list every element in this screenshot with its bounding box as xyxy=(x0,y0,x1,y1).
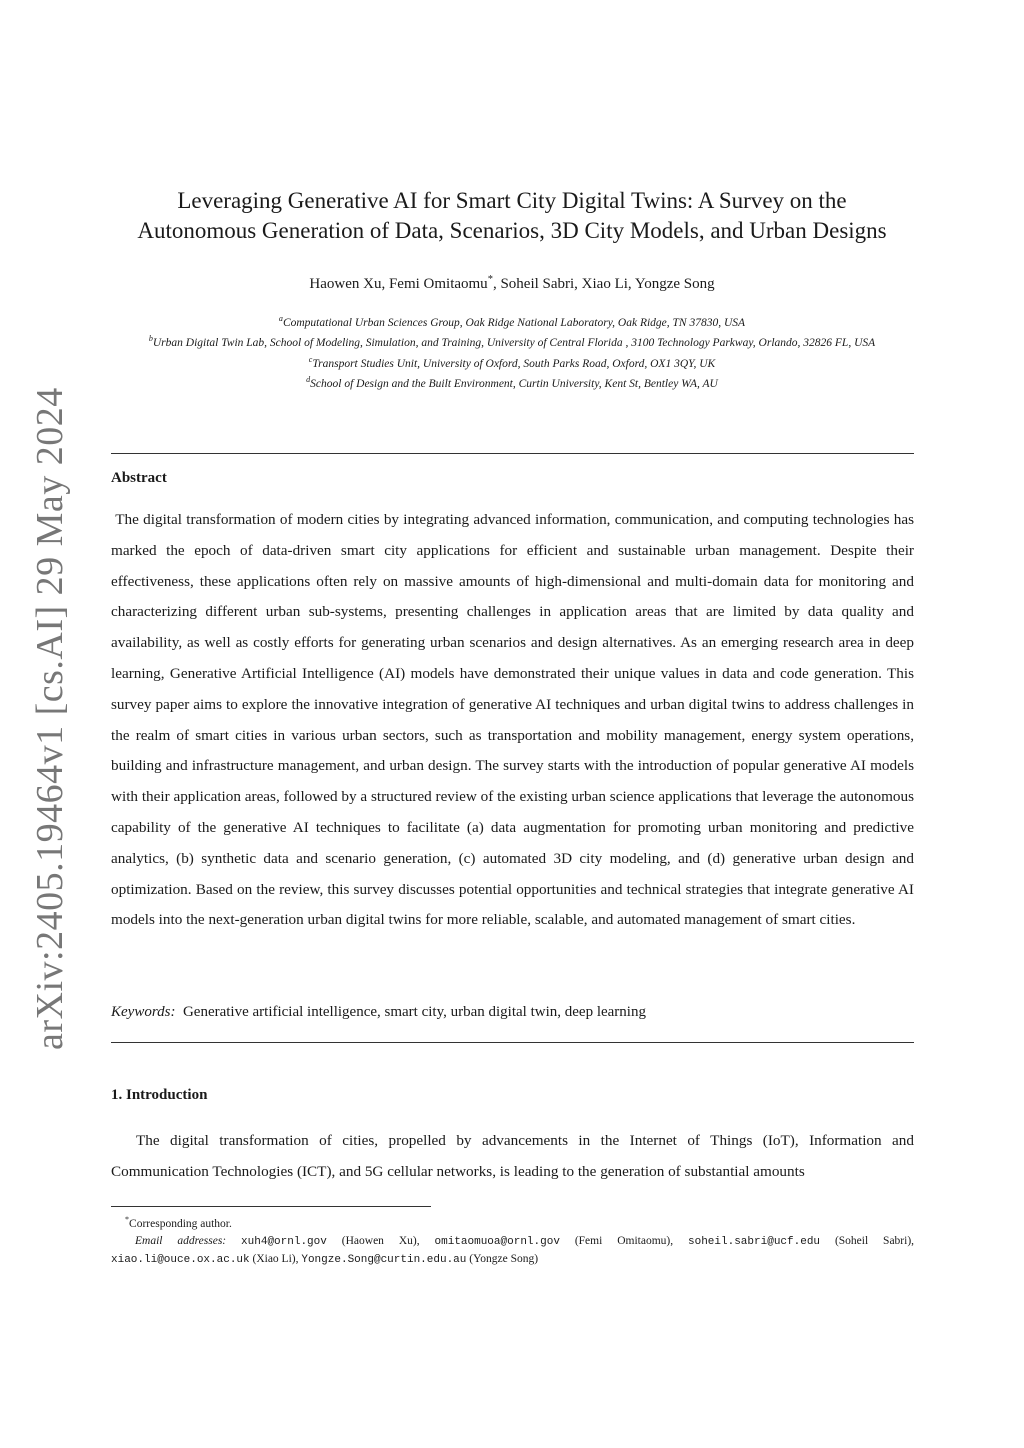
email-link[interactable]: omitaomuoa@ornl.gov xyxy=(434,1235,560,1248)
arxiv-stamp: arXiv:2405.19464v1 [cs.AI] 29 May 2024 xyxy=(29,387,71,1050)
email-link[interactable]: Yongze.Song@curtin.edu.au xyxy=(301,1253,467,1266)
email-label: Email addresses: xyxy=(135,1234,227,1247)
title-line-2: Autonomous Generation of Data, Scenarios, 3D City Models, and Urban Designs xyxy=(137,218,887,243)
email-link[interactable]: xiao.li@ouce.ox.ac.uk xyxy=(111,1253,250,1266)
authors-first: Haowen Xu, Femi Omitaomu xyxy=(309,276,488,292)
affiliation-d: $^d$School of Design and the Built Environment, Curtin University, Kent St, Bentley WA, AU xyxy=(306,374,718,390)
abstract-top-rule xyxy=(111,453,914,454)
paper-title xyxy=(80,186,944,246)
footnotes xyxy=(111,1211,914,1269)
affiliation-b: $^b$Urban Digital Twin Lab, School of Modeling, Simulation, and Training, University of Central Florida , 3100 Technology Parkway, Orlando, 32826 FL, USA xyxy=(148,334,876,350)
section-heading-introduction: 1. Introduction xyxy=(111,1087,208,1103)
affiliation-c: $^c$Transport Studies Unit, University of Oxford, South Parks Road, Oxford, OX1 3QY, UK xyxy=(308,354,716,370)
author-list xyxy=(80,274,944,293)
footnote-emails: Email addresses: xuh4@ornl.gov (Haowen Xu), omitaomuoa@ornl.gov (Femi Omitaomu), soheil.sabri@ucf.edu (Soheil Sabri), xiao.li@ouce.ox.ac.uk (Xiao Li), Yongze.Song@curtin.edu.au (Yongze Song) xyxy=(111,1234,915,1266)
email-link[interactable]: xuh4@ornl.gov xyxy=(241,1235,327,1248)
authors-rest: , Soheil Sabri, Xiao Li, Yongze Song xyxy=(492,276,715,292)
footnote-corresponding: *Corresponding author. xyxy=(125,1215,232,1230)
affiliations xyxy=(118,311,906,392)
keywords xyxy=(111,1004,914,1021)
keywords-label: Keywords: xyxy=(111,1004,176,1020)
abstract-text: The digital transformation of modern cities by integrating advanced information, communication, and computing technologies has marked the epoch of data-driven smart city applications for efficient and sustainable urban management. Despite their effectiveness, these applications often rely on massive amounts of high-dimensional and multi-domain data for monitoring and characterizing different urban sub-systems, presenting challenges in application areas that are limited by data quality and availability, as well as costly efforts for generating urban scenarios and design alternatives. As an emerging research area in deep learning, Generative Artificial Intelligence (AI) models have demonstrated their unique values in data and code generation. This survey paper aims to explore the innovative integration of generative AI techniques and urban digital twins to address challenges in the realm of smart cities in various urban sectors, such as transportation and mobility management, energy system operations, building and infrastructure management, and urban design. The survey starts with the introduction of popular generative AI models with their application areas, followed by a structured review of the existing urban science applications that leverage the autonomous capability of the generative AI techniques to facilitate (a) data augmentation for promoting urban monitoring and predictive analytics, (b) synthetic data and scenario generation, (c) automated 3D city modeling, and (d) generative urban design and optimization. Based on the review, this survey discusses potential opportunities and technical strategies that integrate generative AI models into the next-generation urban digital twins for more reliable, scalable, and automated management of smart cities. xyxy=(111,511,915,929)
email-link[interactable]: soheil.sabri@ucf.edu xyxy=(688,1235,821,1248)
footnote-rule xyxy=(111,1206,431,1207)
abstract-heading: Abstract xyxy=(111,470,167,486)
corresponding-mark: * xyxy=(487,274,493,285)
introduction-text: The digital transformation of cities, propelled by advancements in the Internet of Things (IoT), Information and Communication Technologies (ICT), and 5G cellular networks, is leading to the generation of substantial amounts xyxy=(111,1132,914,1180)
affiliation-a: $^a$Computational Urban Sciences Group, Oak Ridge National Laboratory, Oak Ridge, TN 37830, USA xyxy=(278,314,746,329)
keywords-text: Generative artificial intelligence, smart city, urban digital twin, deep learning xyxy=(182,1004,646,1020)
title-line-1: Leveraging Generative AI for Smart City Digital Twins: A Survey on the xyxy=(177,188,847,213)
abstract-bottom-rule xyxy=(111,1042,914,1043)
